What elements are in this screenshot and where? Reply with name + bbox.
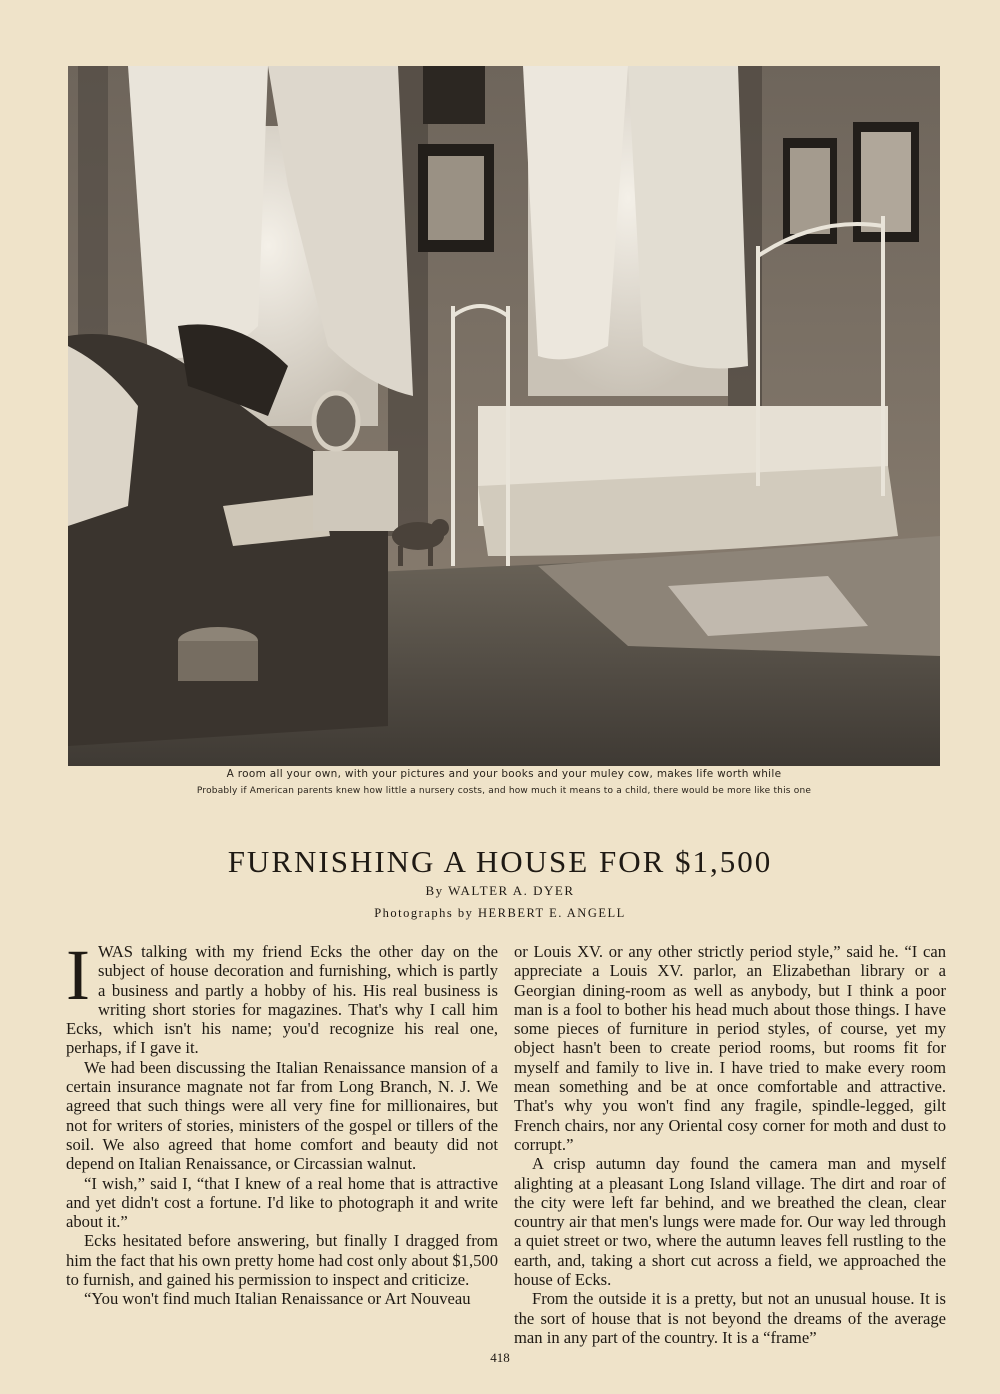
nursery-photograph-illustration — [68, 66, 940, 766]
article-paragraph: “I wish,” said I, “that I knew of a real home that is attractive and yet didn't cost a fortune. I'd like to photograph it and write about it.” — [66, 1173, 498, 1232]
photo-caption-main: A room all your own, with your pictures and your books and your muley cow, makes life worth while — [226, 768, 782, 780]
nursery-photograph — [68, 66, 940, 766]
article-paragraph: We had been discussing the Italian Renaissance mansion of a certain insurance magnate not far from Long Branch, N. J. We agreed that such things were all very fine for millionaires, but not for writers of stories, ministers of the gospel or tillers of the soil. We also agreed that home comfort and beauty did not depend on Italian Renaissance, or Circassian walnut. — [66, 1057, 498, 1174]
article-paragraph: A crisp autumn day found the camera man and myself alighting at a pleasant Long Island village. The dirt and roar of the city were left far behind, and we breathed the clean, clear country air that men's lungs were made for. Our way led through a quiet street or two, where the autumn leaves fell rustling to the earth, and, taking a short cut across a field, we approached the house of Ecks. — [514, 1154, 946, 1290]
drop-cap: I — [66, 935, 90, 1015]
article-column-left — [66, 935, 498, 1309]
article-paragraph: From the outside it is a pretty, but not an unusual house. It is the sort of house that is not beyond the dreams of the average man in any part of the country. It is a “frame” — [514, 1289, 946, 1347]
paragraph-text: WAS talking with my friend Ecks the other day on the subject of house decoration and furnishing, which is partly a business and partly a hobby of his. His real business is writing short stories for magazines. That's why I call him Ecks, which isn't his name; you'd recognize his real one, perhaps, if I gave it. — [66, 942, 498, 1058]
photo-caption-sub: Probably if American parents knew how little a nursery costs, and how much it means to a child, there would be more like this one — [196, 786, 812, 796]
article-title: FURNISHING A HOUSE FOR $1,500 — [227, 844, 773, 879]
article-byline: By WALTER A. DYER — [425, 883, 575, 898]
photographer-credit: Photographs by HERBERT E. ANGELL — [374, 906, 626, 920]
article-paragraph: “You won't find much Italian Renaissance or Art Nouveau — [84, 1289, 471, 1309]
article-column-right — [514, 942, 946, 1347]
article-paragraph — [66, 935, 498, 1058]
article-paragraph: Ecks hesitated before answering, but finally I dragged from him the fact that his own pretty home had cost only about $1,500 to furnish, and gained his permission to inspect and criticize. — [66, 1231, 498, 1290]
article-paragraph: or Louis XV. or any other strictly period style,” said he. “I can appreciate a Louis XV. parlor, an Elizabethan library or a Georgian dining-room as well as anybody, but I think a poor man is a fool to bother his head much about those things. I have some pieces of furniture in period styles, of course, yet my object hasn't been to create period rooms, but rooms fit for myself and family to live in. I have tried to make every room mean something and be at once comfortable and attractive. That's why you won't find any fragile, spindle-legged, gilt French chairs, nor any Oriental cosy corner for moth and dust to corrupt.” — [514, 942, 946, 1154]
page-number: 418 — [490, 1350, 510, 1365]
